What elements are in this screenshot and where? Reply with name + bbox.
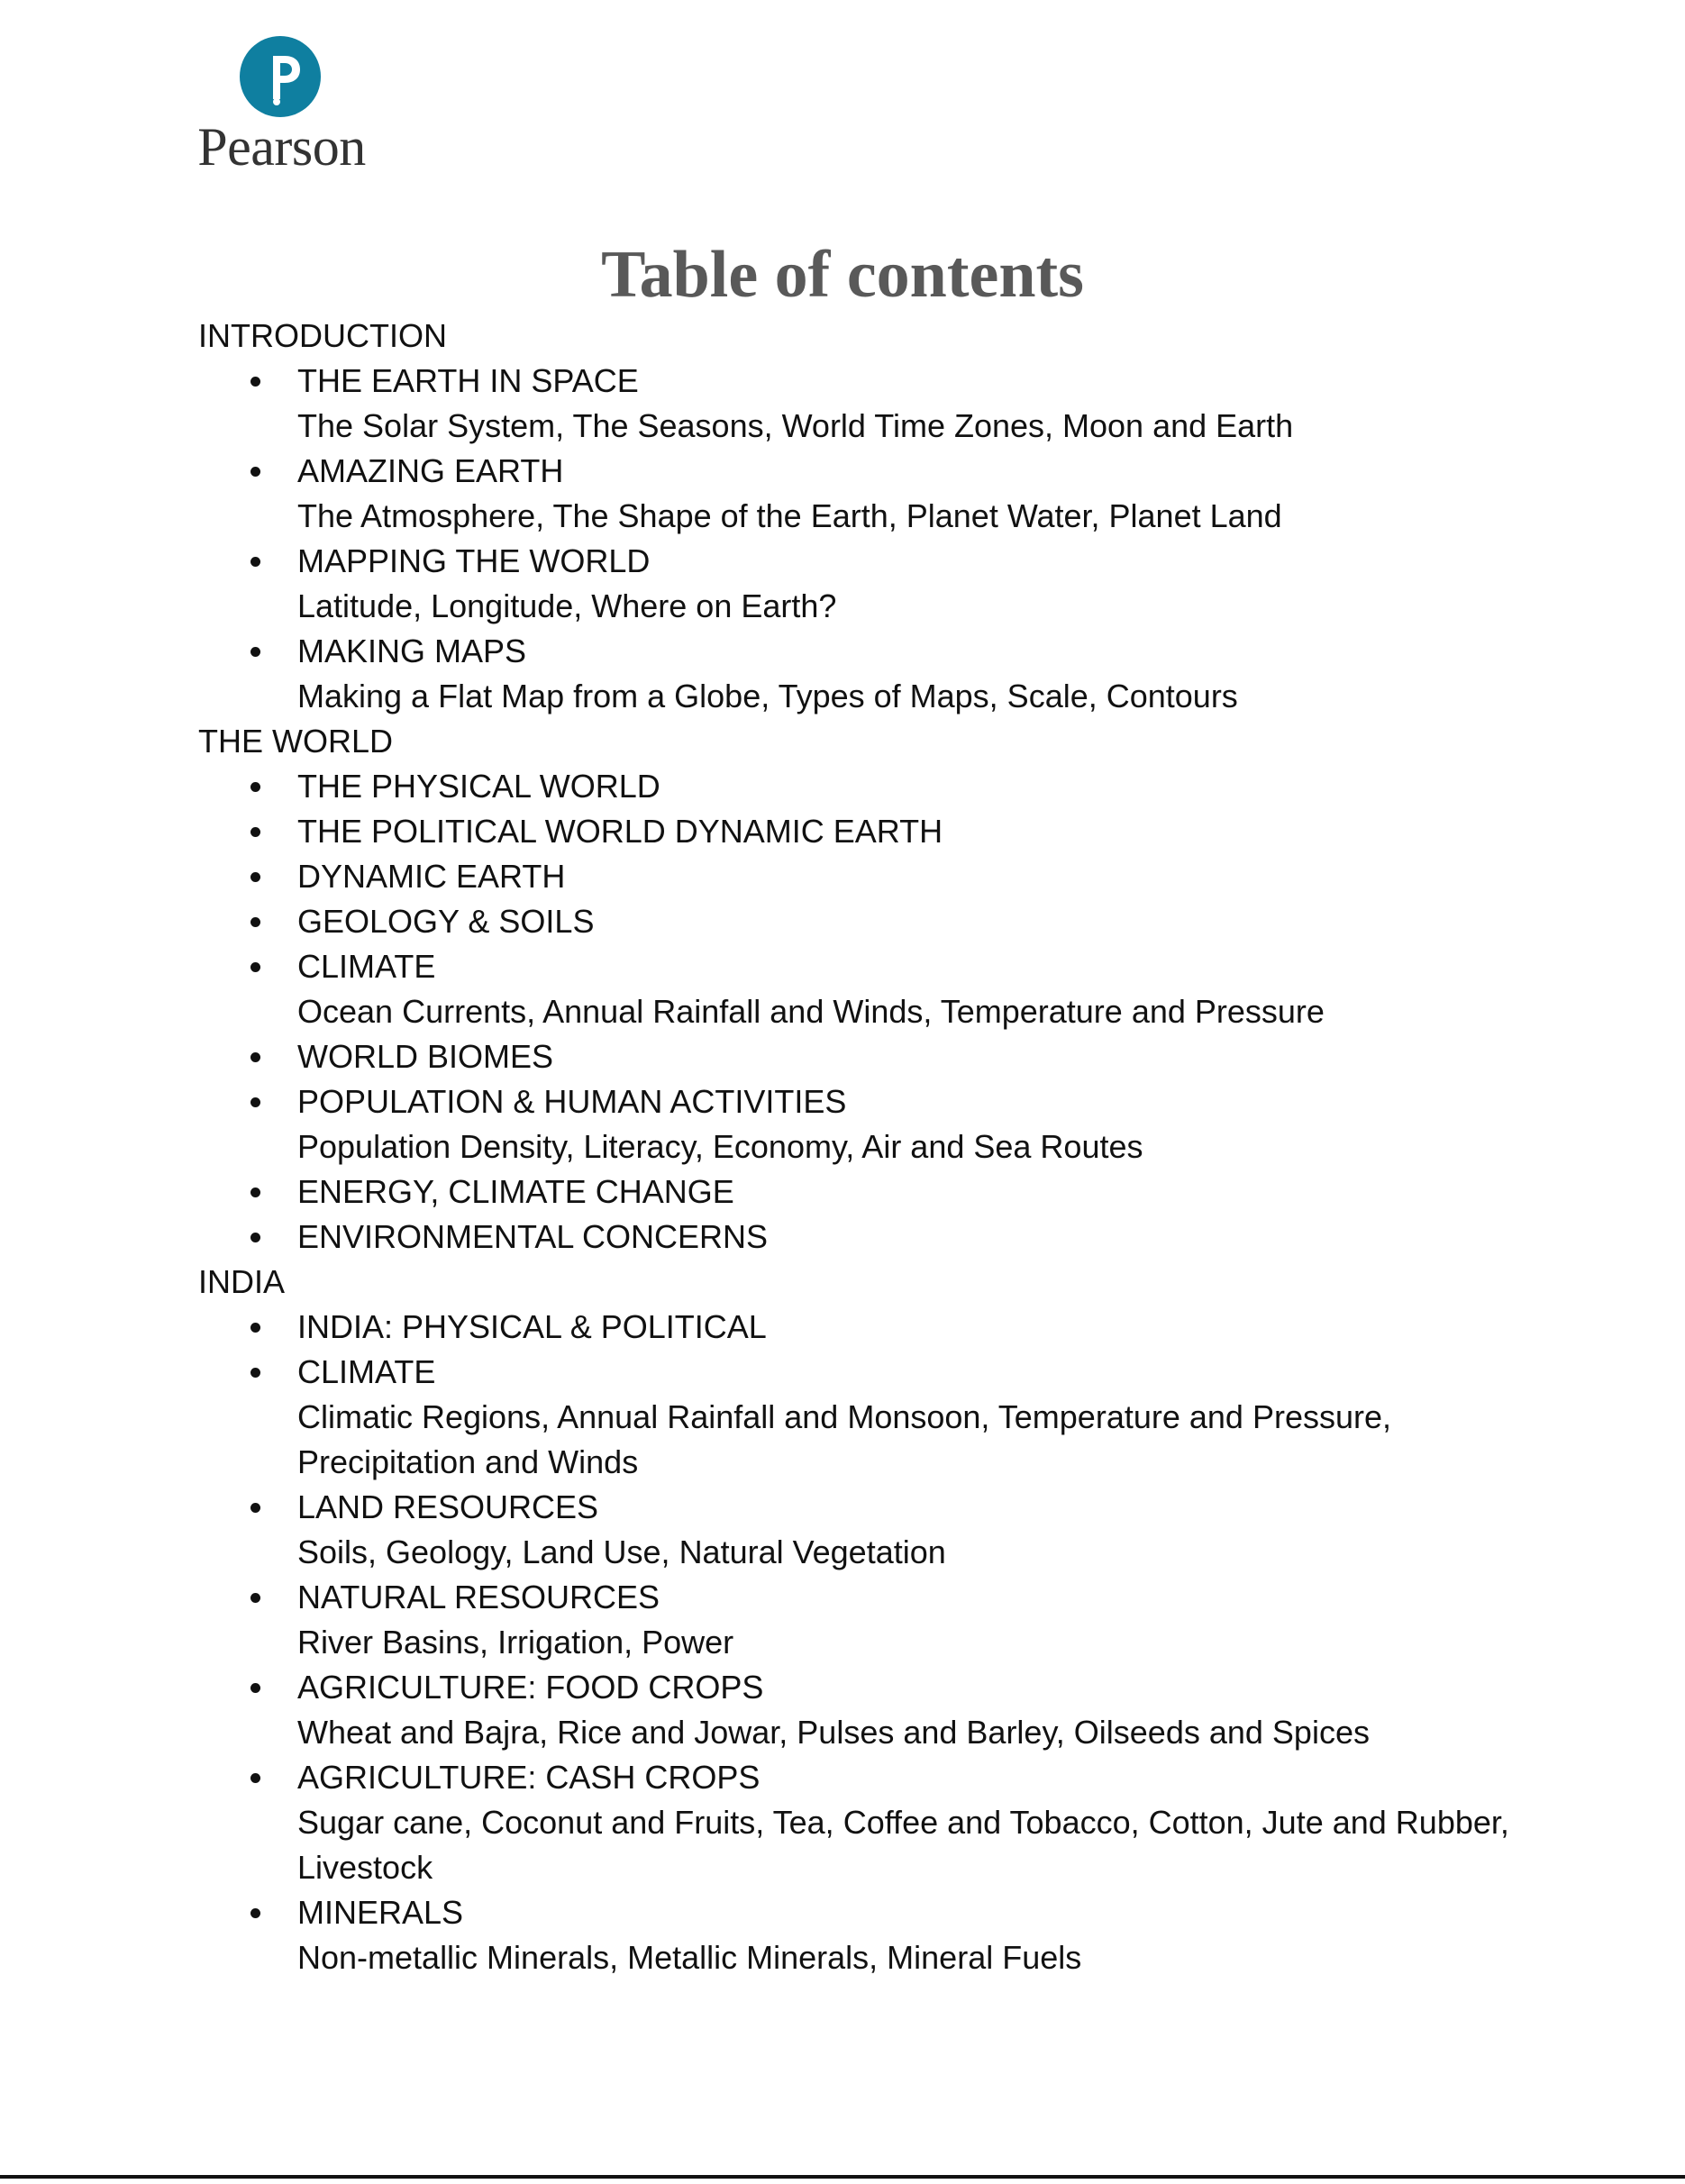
entry-title: THE POLITICAL WORLD DYNAMIC EARTH bbox=[297, 813, 943, 850]
toc-entry bbox=[198, 1079, 1604, 1169]
entry-subtopics: Non-metallic Minerals, Metallic Minerals, Mineral Fuels bbox=[297, 1939, 1082, 1976]
bullet-icon bbox=[250, 1368, 260, 1378]
entry-title: LAND RESOURCES bbox=[297, 1488, 599, 1525]
toc-entry bbox=[198, 1665, 1604, 1755]
bullet-icon bbox=[250, 557, 260, 567]
bullet-icon bbox=[250, 1773, 260, 1783]
section-entry-list bbox=[198, 764, 1604, 1260]
section-heading: INTRODUCTION bbox=[198, 317, 447, 354]
bullet-icon bbox=[250, 1323, 260, 1333]
toc-entry bbox=[198, 1890, 1604, 1980]
toc-entry bbox=[198, 1169, 1604, 1215]
toc-entry bbox=[198, 1350, 1604, 1485]
bullet-icon bbox=[250, 647, 260, 657]
entry-title: ENERGY, CLIMATE CHANGE bbox=[297, 1173, 734, 1210]
entry-subtopics: The Solar System, The Seasons, World Time Zones, Moon and Earth bbox=[297, 407, 1294, 444]
pearson-p-glyph-icon bbox=[240, 36, 321, 117]
entry-subtopics: Soils, Geology, Land Use, Natural Vegetation bbox=[297, 1533, 946, 1570]
toc-entry bbox=[198, 899, 1604, 944]
entry-title: INDIA: PHYSICAL & POLITICAL bbox=[297, 1308, 767, 1345]
entry-title: POPULATION & HUMAN ACTIVITIES bbox=[297, 1083, 847, 1120]
toc-entry bbox=[198, 1215, 1604, 1260]
entry-subtopics: Population Density, Literacy, Economy, Air and Sea Routes bbox=[297, 1128, 1143, 1165]
table-of-contents bbox=[198, 314, 1604, 1980]
bullet-icon bbox=[250, 1683, 260, 1693]
toc-entry bbox=[198, 764, 1604, 809]
toc-entry bbox=[198, 449, 1604, 539]
entry-subtopics: River Basins, Irrigation, Power bbox=[297, 1624, 734, 1661]
toc-entry bbox=[198, 539, 1604, 629]
bullet-icon bbox=[250, 1097, 260, 1107]
bullet-icon bbox=[250, 917, 260, 927]
bullet-icon bbox=[250, 377, 260, 387]
entry-title: ENVIRONMENTAL CONCERNS bbox=[297, 1218, 769, 1255]
page-title: Table of contents bbox=[601, 238, 1084, 312]
toc-entry bbox=[198, 1485, 1604, 1575]
entry-title: THE EARTH IN SPACE bbox=[297, 362, 639, 399]
bullet-icon bbox=[250, 467, 260, 477]
section-entry-list bbox=[198, 359, 1604, 719]
toc-entry bbox=[198, 854, 1604, 899]
bullet-icon bbox=[250, 1233, 260, 1242]
bullet-icon bbox=[250, 782, 260, 792]
toc-entry bbox=[198, 359, 1604, 449]
entry-subtopics: Latitude, Longitude, Where on Earth? bbox=[297, 587, 837, 624]
entry-title: WORLD BIOMES bbox=[297, 1038, 554, 1075]
toc-entry bbox=[198, 1575, 1604, 1665]
entry-subtopics: Sugar cane, Coconut and Fruits, Tea, Coffee and Tobacco, Cotton, Jute and Rubber, Livestock bbox=[297, 1804, 1509, 1886]
entry-subtopics: Making a Flat Map from a Globe, Types of Maps, Scale, Contours bbox=[297, 678, 1238, 714]
pearson-mark-icon bbox=[240, 36, 321, 117]
toc-entry bbox=[198, 1755, 1604, 1890]
bullet-icon bbox=[250, 1908, 260, 1918]
bullet-icon bbox=[250, 1503, 260, 1513]
entry-subtopics: Climatic Regions, Annual Rainfall and Monsoon, Temperature and Pressure, Precipitation and Winds bbox=[297, 1398, 1391, 1480]
toc-entry bbox=[198, 809, 1604, 854]
toc-entry bbox=[198, 629, 1604, 719]
section-heading: INDIA bbox=[198, 1263, 286, 1300]
entry-title: DYNAMIC EARTH bbox=[297, 858, 566, 895]
section-entry-list bbox=[198, 1305, 1604, 1980]
entry-title: GEOLOGY & SOILS bbox=[297, 903, 595, 940]
entry-title: CLIMATE bbox=[297, 1353, 436, 1390]
entry-title: MAKING MAPS bbox=[297, 632, 527, 669]
toc-entry bbox=[198, 944, 1604, 1034]
bullet-icon bbox=[250, 827, 260, 837]
bullet-icon bbox=[250, 1188, 260, 1197]
entry-title: MAPPING THE WORLD bbox=[297, 542, 651, 579]
entry-subtopics: The Atmosphere, The Shape of the Earth, Planet Water, Planet Land bbox=[297, 497, 1282, 534]
pearson-wordmark: Pearson bbox=[197, 117, 366, 177]
entry-title: CLIMATE bbox=[297, 948, 436, 985]
bullet-icon bbox=[250, 872, 260, 882]
toc-entry bbox=[198, 1034, 1604, 1079]
entry-title: NATURAL RESOURCES bbox=[297, 1579, 660, 1615]
bullet-icon bbox=[250, 1593, 260, 1603]
entry-title: THE PHYSICAL WORLD bbox=[297, 768, 660, 805]
bottom-divider bbox=[0, 2175, 1685, 2179]
pearson-logo bbox=[189, 36, 374, 177]
entry-title: AGRICULTURE: CASH CROPS bbox=[297, 1759, 761, 1796]
entry-title: AMAZING EARTH bbox=[297, 452, 564, 489]
entry-title: MINERALS bbox=[297, 1894, 464, 1931]
entry-subtopics: Wheat and Bajra, Rice and Jowar, Pulses and Barley, Oilseeds and Spices bbox=[297, 1714, 1370, 1751]
section-heading: THE WORLD bbox=[198, 723, 393, 760]
entry-title: AGRICULTURE: FOOD CROPS bbox=[297, 1669, 764, 1706]
bullet-icon bbox=[250, 1052, 260, 1062]
bullet-icon bbox=[250, 962, 260, 972]
entry-subtopics: Ocean Currents, Annual Rainfall and Winds, Temperature and Pressure bbox=[297, 993, 1325, 1030]
toc-entry bbox=[198, 1305, 1604, 1350]
